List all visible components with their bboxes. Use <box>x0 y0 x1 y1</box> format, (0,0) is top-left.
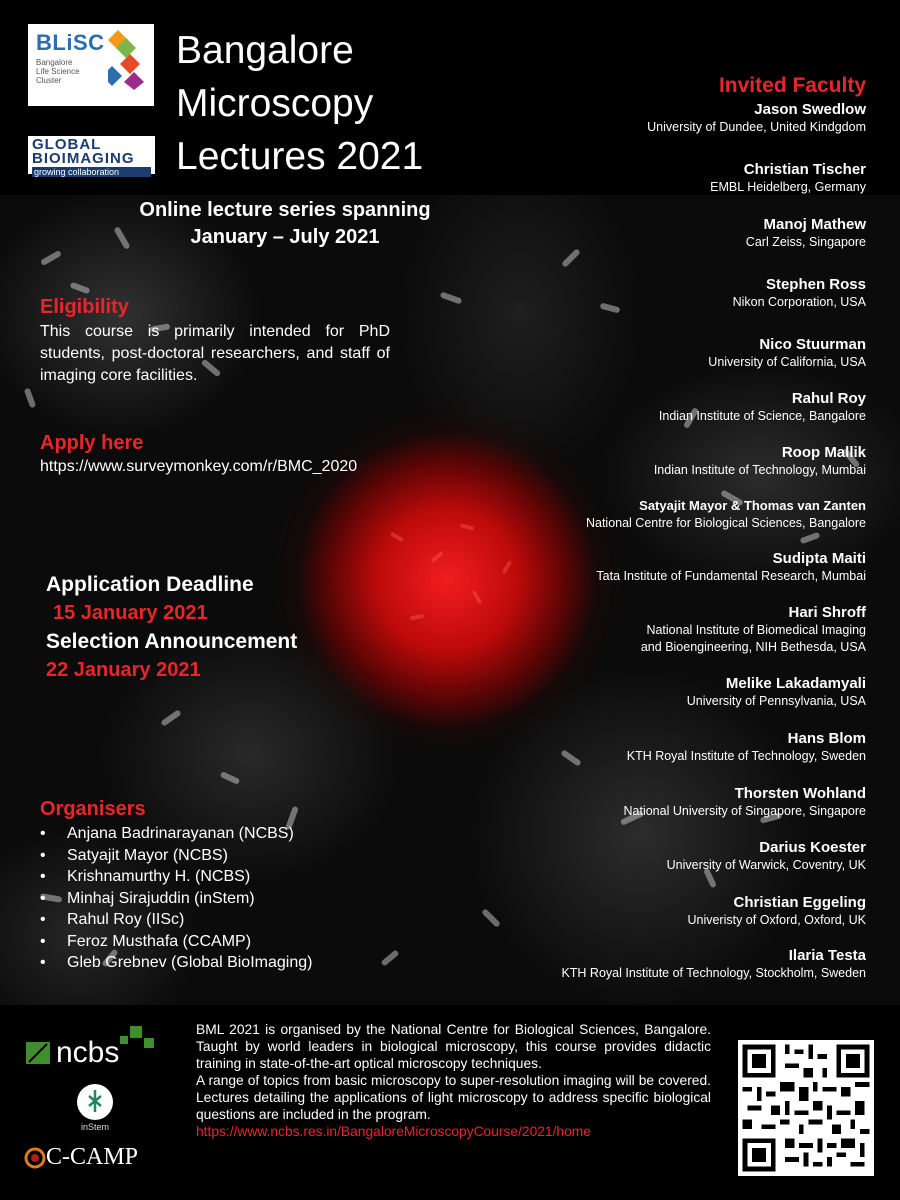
blisc-pattern-icon <box>108 30 148 90</box>
bullet: • <box>40 825 46 842</box>
faculty-member <box>624 784 867 820</box>
organiser-name: Gleb Grebnev (Global BioImaging) <box>67 954 313 971</box>
faculty-affiliation: University of California, USA <box>708 355 866 369</box>
eligibility-text: This course is primarily intended for PhD students, post-doctoral researchers, and staff of imaging core facilities. <box>40 323 390 384</box>
faculty-member <box>647 100 866 136</box>
blisc-logo-mark: BLiSC <box>36 30 105 55</box>
faculty-member <box>687 674 866 710</box>
ncbs-logo <box>26 1022 166 1074</box>
faculty-affiliation: University of Pennsylvania, USA <box>686 694 866 708</box>
faculty-name: Christian Eggeling <box>733 894 866 911</box>
selection-announcement-label: Selection Announcement <box>46 630 298 653</box>
instem-emblem-icon <box>77 1084 113 1120</box>
instem-logo-text: inStem <box>80 1122 109 1132</box>
faculty-member <box>746 215 866 251</box>
faculty-name: Ilaria Testa <box>788 947 866 964</box>
ncbs-logo-text: ncbs <box>56 1036 120 1069</box>
faculty-name: Sudipta Maiti <box>772 550 866 567</box>
faculty-member <box>710 160 866 196</box>
course-website-link[interactable]: https://www.ncbs.res.in/BangaloreMicroscopyCourse/2021/home <box>196 1124 591 1139</box>
organiser-item <box>40 909 400 931</box>
about-section <box>196 1021 711 1140</box>
faculty-name: Hari Shroff <box>788 604 866 621</box>
faculty-affiliation: National Institute of Biomedical Imaging <box>646 623 866 637</box>
organiser-name: Anjana Badrinarayanan (NCBS) <box>67 825 294 842</box>
faculty-name: Hans Blom <box>787 730 866 747</box>
faculty-name: Melike Lakadamyali <box>725 675 866 692</box>
faculty-member <box>561 946 866 982</box>
faculty-name: Satyajit Mayor & Thomas van Zanten <box>639 498 866 513</box>
blisc-subtitle-line: Bangalore <box>36 58 73 67</box>
organiser-item <box>40 952 400 974</box>
faculty-affiliation: Carl Zeiss, Singapore <box>745 235 866 249</box>
poster-title <box>176 24 476 183</box>
faculty-affiliation: National University of Singapore, Singapore <box>623 804 866 818</box>
instem-logo <box>74 1084 116 1132</box>
organisers-list <box>40 823 400 974</box>
apply-section <box>40 432 440 476</box>
bullet: • <box>40 889 46 907</box>
faculty-affiliation: Univeristy of Oxford, Oxford, UK <box>687 913 866 927</box>
faculty-member <box>596 549 866 585</box>
faculty-member <box>654 443 866 479</box>
faculty-name: Thorsten Wohland <box>734 785 866 802</box>
title-line: Microscopy <box>176 82 374 125</box>
bullet: • <box>40 911 46 928</box>
faculty-name: Stephen Ross <box>765 276 866 293</box>
gbi-logo-line1: GLOBAL <box>32 136 102 153</box>
faculty-affiliation: University of Warwick, Coventry, UK <box>666 858 866 872</box>
title-line: Lectures 2021 <box>176 135 424 178</box>
gbi-logo-tagline: growing collaboration <box>32 167 151 177</box>
application-deadline-date: 15 January 2021 <box>53 602 208 624</box>
faculty-affiliation: National Centre for Biological Sciences, Bangalore <box>585 516 866 530</box>
organiser-item <box>40 845 400 867</box>
faculty-name: Jason Swedlow <box>754 101 866 118</box>
faculty-affiliation: Indian Institute of Technology, Mumbai <box>653 463 866 477</box>
series-subtitle <box>90 197 480 251</box>
faculty-name: Rahul Roy <box>791 390 866 407</box>
faculty-name: Darius Koester <box>759 839 866 856</box>
qr-code[interactable] <box>738 1040 874 1176</box>
faculty-affiliation: University of Dundee, United Kindgdom <box>647 120 866 134</box>
faculty-name: Christian Tischer <box>743 161 866 178</box>
faculty-member <box>708 335 866 371</box>
faculty-heading: Invited Faculty <box>718 74 866 97</box>
faculty-affiliation-line2: and Bioengineering, NIH Bethesda, USA <box>640 640 866 654</box>
organiser-item <box>40 931 400 953</box>
apply-link[interactable]: https://www.surveymonkey.com/r/BMC_2020 <box>40 458 358 475</box>
ccamp-logo-text: C-CAMP <box>46 1144 139 1170</box>
faculty-affiliation: Nikon Corporation, USA <box>732 295 866 309</box>
global-bioimaging-logo <box>28 136 155 177</box>
blisc-subtitle-line: Cluster <box>36 76 62 85</box>
organiser-item <box>40 823 400 845</box>
apply-heading: Apply here <box>40 432 144 454</box>
organiser-item <box>40 888 400 910</box>
faculty-member <box>627 729 866 765</box>
faculty-name: Roop Mallik <box>781 444 866 461</box>
faculty-affiliation: Tata Institute of Fundamental Research, Mumbai <box>596 569 866 583</box>
blisc-subtitle-line: Life Science <box>36 67 80 76</box>
about-paragraph: BML 2021 is organised by the National Centre for Biological Sciences, Bangalore. Taught by world leaders in biological microscopy, this course provides didactic training in state-of-the-art optical microscopy techniques. <box>196 1022 711 1071</box>
faculty-affiliation: EMBL Heidelberg, Germany <box>710 180 866 194</box>
faculty-member <box>687 893 866 929</box>
faculty-member <box>667 838 866 874</box>
organisers-heading: Organisers <box>40 798 146 820</box>
organisers-section <box>40 798 400 974</box>
selection-announcement-date: 22 January 2021 <box>46 659 201 681</box>
organiser-name: Rahul Roy (IISc) <box>67 911 185 928</box>
about-paragraph: A range of topics from basic microscopy to super-resolution imaging will be covered. Lectures detailing the applications of light microscopy to address specific biological questions are included in the program. <box>196 1073 711 1122</box>
organiser-name: Feroz Musthafa (CCAMP) <box>67 932 252 950</box>
ccamp-logo <box>24 1142 164 1176</box>
faculty-member <box>733 275 866 311</box>
faculty-name: Nico Stuurman <box>759 336 866 353</box>
title-line: Bangalore <box>176 29 354 72</box>
series-line: Online lecture series spanning <box>139 199 431 221</box>
blisc-logo <box>28 24 154 106</box>
faculty-member <box>659 389 866 425</box>
faculty-affiliation: Indian Institute of Science, Bangalore <box>658 409 866 423</box>
qr-code-icon <box>738 1040 874 1176</box>
bullet: • <box>40 868 46 885</box>
organiser-name: Minhaj Sirajuddin (inStem) <box>67 889 255 907</box>
deadlines-section <box>46 570 356 684</box>
faculty-affiliation: KTH Royal Institute of Technology, Sweden <box>626 749 866 763</box>
eligibility-section <box>40 296 390 387</box>
bullet: • <box>40 932 46 950</box>
application-deadline-label: Application Deadline <box>46 573 254 596</box>
ccamp-emblem-icon <box>24 1144 48 1174</box>
organiser-name: Satyajit Mayor (NCBS) <box>67 846 228 864</box>
faculty-member <box>641 603 866 656</box>
faculty-name: Manoj Mathew <box>763 216 866 233</box>
series-line: January – July 2021 <box>190 226 380 248</box>
invited-faculty-section <box>446 74 866 994</box>
gbi-logo-line2: BIOIMAGING <box>32 150 135 167</box>
organiser-item <box>40 866 400 888</box>
bullet: • <box>40 954 46 971</box>
faculty-affiliation: KTH Royal Institute of Technology, Stockholm, Sweden <box>561 966 866 980</box>
eligibility-heading: Eligibility <box>40 296 129 318</box>
organiser-name: Krishnamurthy H. (NCBS) <box>67 868 251 885</box>
bullet: • <box>40 846 46 864</box>
faculty-member <box>586 496 866 532</box>
